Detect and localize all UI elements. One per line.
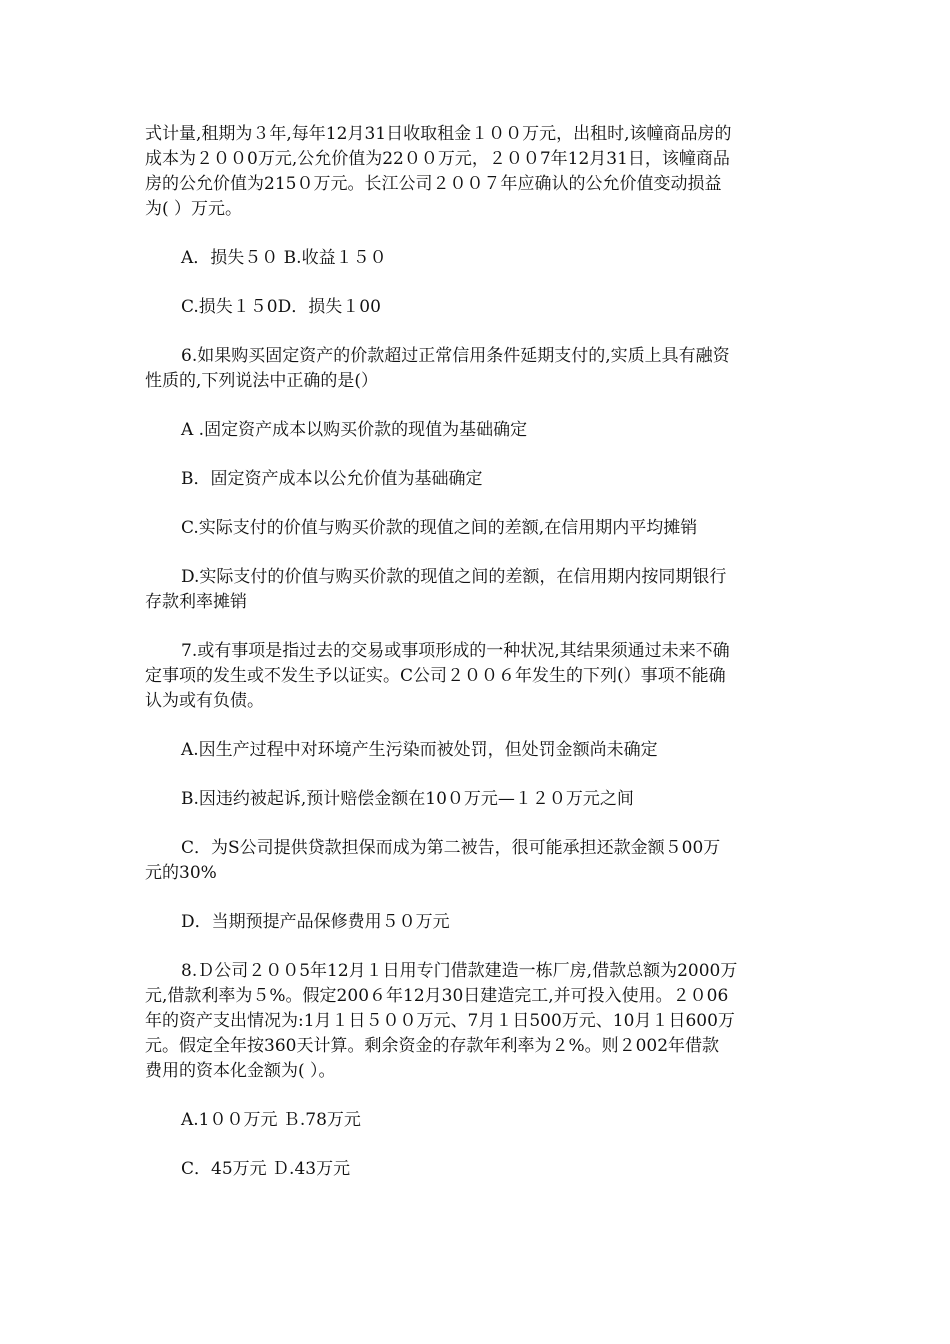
text-line: 6.如果购买固定资产的价款超过正常信用条件延期支付的,实质上具有融资 xyxy=(181,346,730,366)
text-line: 7.或有事项是指过去的交易或事项形成的一种状况,其结果须通过未来不确 xyxy=(181,641,730,661)
text-line: A．损失５０ B.收益１５０ xyxy=(181,248,387,268)
text-line: 为( ）万元。 xyxy=(145,199,243,219)
text-line: 认为或有负债。 xyxy=(145,691,264,711)
document-page xyxy=(145,122,810,1206)
question-6-option-a xyxy=(145,418,810,443)
question-6-option-c xyxy=(145,516,810,541)
text-line: D.实际支付的价值与购买价款的现值之间的差额，在信用期内按同期银行 xyxy=(181,567,727,587)
text-line: C.实际支付的价值与购买价款的现值之间的差额,在信用期内平均摊销 xyxy=(181,518,698,538)
question-5-stem xyxy=(145,122,810,222)
text-line: 式计量,租期为３年,每年12月31日收取租金１００万元，出租时,该幢商品房的 xyxy=(145,124,732,144)
question-6-stem xyxy=(145,344,810,394)
question-7-option-d xyxy=(145,910,810,935)
text-line: C.损失１５0D．损失１00 xyxy=(181,297,381,317)
text-line: D．当期预提产品保修费用５０万元 xyxy=(181,912,450,932)
text-line: 成本为２００0万元,公允价值为22００万元，２００7年12月31日，该幢商品 xyxy=(145,149,730,169)
question-5-options-ab xyxy=(145,246,810,271)
question-8-stem xyxy=(145,959,810,1084)
text-line: 定事项的发生或不发生予以证实。C公司２００６年发生的下列(）事项不能确 xyxy=(145,666,726,686)
text-line: 8.Ｄ公司２００5年12月１日用专门借款建造一栋厂房,借款总额为2000万 xyxy=(181,961,738,981)
question-8-options-ab xyxy=(145,1108,810,1133)
question-7-option-b xyxy=(145,787,810,812)
question-7-option-a xyxy=(145,738,810,763)
text-line: 性质的,下列说法中正确的是(） xyxy=(145,371,379,391)
text-line: A.因生产过程中对环境产生污染而被处罚，但处罚金额尚未确定 xyxy=(181,740,658,760)
text-line: 房的公允价值为215０万元。长江公司２００７年应确认的公允价值变动损益 xyxy=(145,174,722,194)
text-line: A .固定资产成本以购买价款的现值为基础确定 xyxy=(181,420,528,440)
text-line: B．固定资产成本以公允价值为基础确定 xyxy=(181,469,483,489)
text-line: C．45万元 Ｄ.43万元 xyxy=(181,1159,351,1179)
text-line: 年的资产支出情况为:1月１日５００万元、7月１日500万元、10月１日600万 xyxy=(145,1011,735,1031)
text-line: 存款利率摊销 xyxy=(145,592,247,612)
question-7-stem xyxy=(145,639,810,714)
text-line: 元。假定全年按360天计算。剩余资金的存款年利率为２%。则２002年借款 xyxy=(145,1036,720,1056)
text-line: B.因违约被起诉,预计赔偿金额在10０万元—１２０万元之间 xyxy=(181,789,634,809)
question-5-options-cd xyxy=(145,295,810,320)
text-line: C．为S公司提供贷款担保而成为第二被告，很可能承担还款金额５00万 xyxy=(181,838,721,858)
text-line: 元,借款利率为５%。假定200６年12月30日建造完工,并可投入使用。２０06 xyxy=(145,986,729,1006)
question-8-options-cd xyxy=(145,1157,810,1182)
question-7-option-c xyxy=(145,836,810,886)
text-line: 费用的资本化金额为( ）。 xyxy=(145,1061,336,1081)
text-line: 元的30% xyxy=(145,863,217,883)
question-6-option-d xyxy=(145,565,810,615)
question-6-option-b xyxy=(145,467,810,492)
text-line: A.1００万元 Ｂ.78万元 xyxy=(181,1110,361,1130)
